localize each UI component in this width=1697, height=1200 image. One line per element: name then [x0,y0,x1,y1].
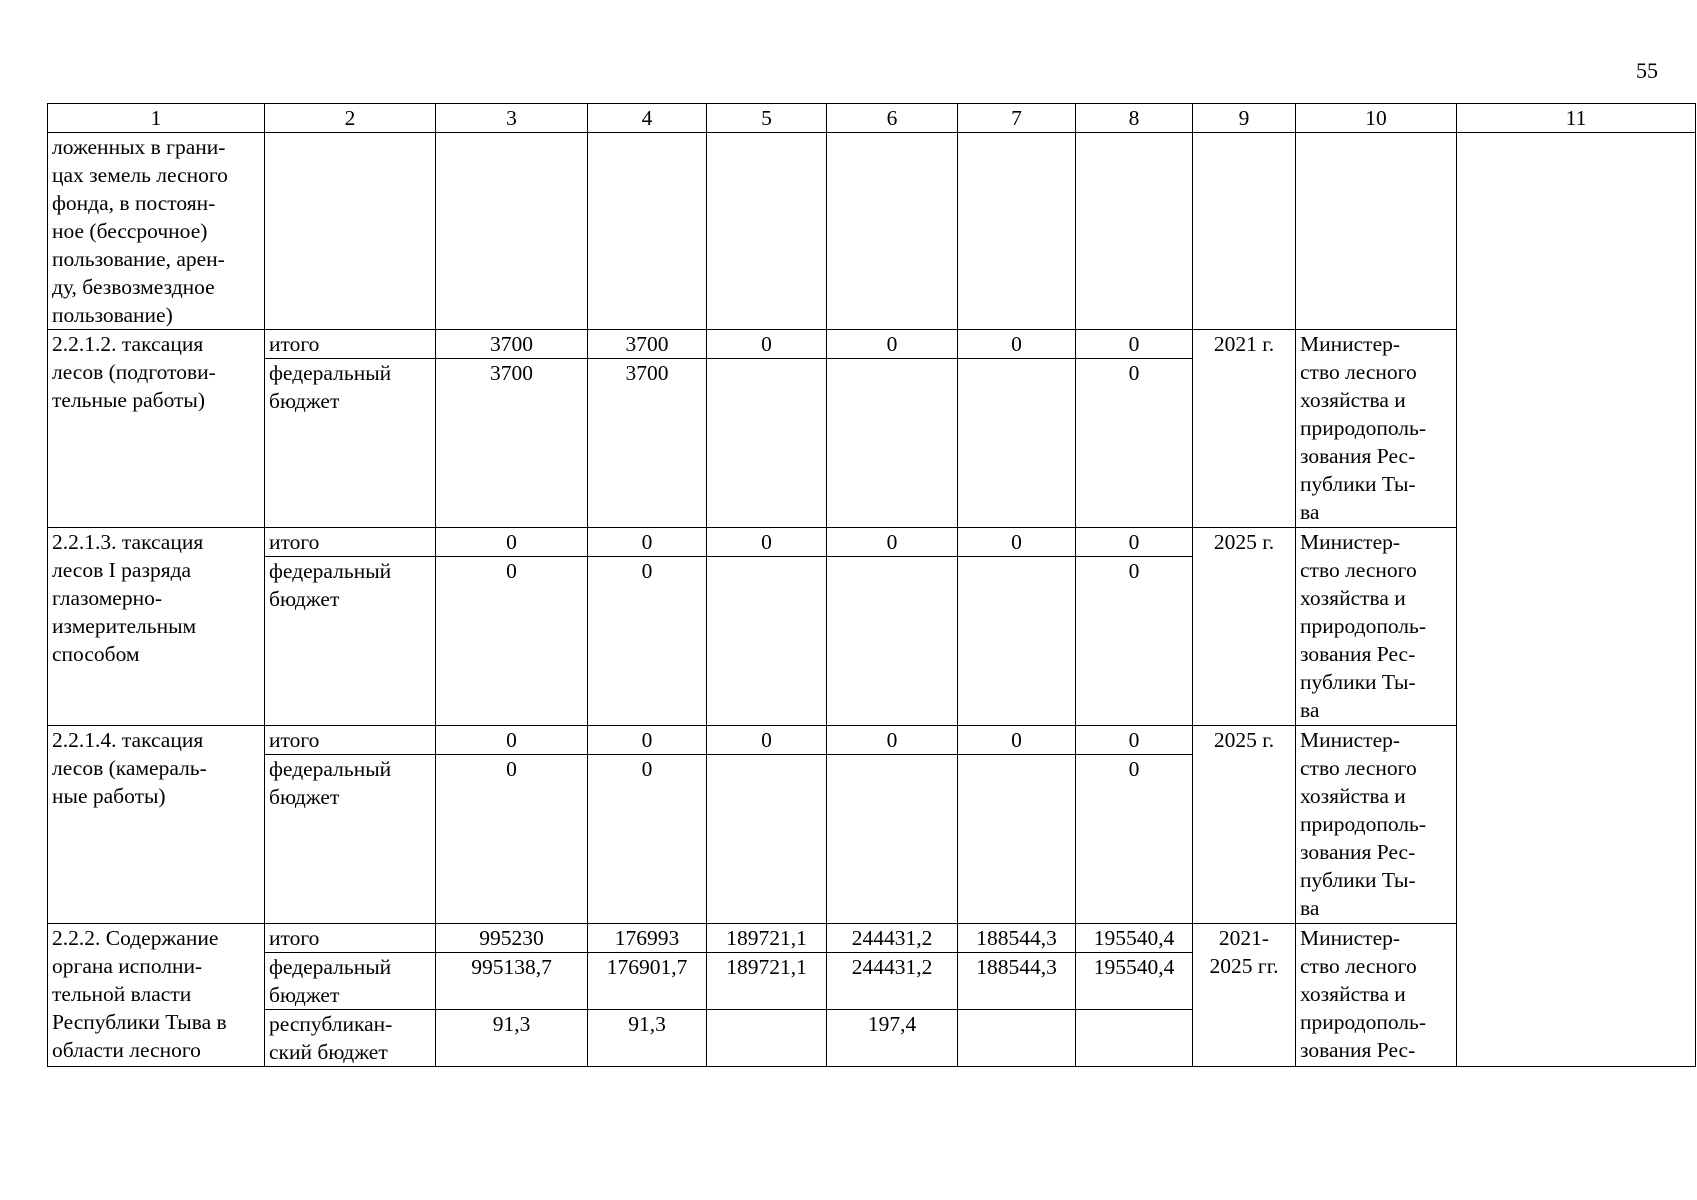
value-cell: 0 [1076,755,1193,924]
header-col-2: 2 [265,104,436,133]
funding-label: итого [265,924,436,953]
value-cell: 0 [1076,726,1193,755]
value-cell [1076,1010,1193,1067]
value-cell: 0 [707,726,827,755]
value-cell: 195540,4 [1076,924,1193,953]
period-cell: 2025 г. [1193,726,1296,924]
value-cell: 0 [707,330,827,359]
value-cell [707,755,827,924]
value-cell: 244431,2 [827,924,958,953]
value-cell: 0 [1076,557,1193,726]
period-cell: 2021- 2025 гг. [1193,924,1296,1067]
column-number-header [48,104,1696,133]
value-cell: 0 [436,726,588,755]
executor-cell: Министер- ство лесного хозяйства и природополь- зования Рес- публики Ты- ва [1296,330,1457,528]
value-cell: 3700 [436,330,588,359]
value-cell: 195540,4 [1076,953,1193,1010]
value-cell [958,557,1076,726]
value-cell [827,755,958,924]
value-cell: 0 [588,726,707,755]
header-col-11: 11 [1457,104,1696,133]
value-cell: 189721,1 [707,953,827,1010]
value-cell: 0 [1076,330,1193,359]
value-cell: 0 [436,528,588,557]
header-col-5: 5 [707,104,827,133]
value-cell: 0 [436,755,588,924]
header-col-1: 1 [48,104,265,133]
table-row [48,726,1696,755]
value-cell [707,557,827,726]
funding-label: федеральный бюджет [265,755,436,924]
table-row [48,330,1696,359]
value-cell: 0 [827,528,958,557]
period-cell: 2021 г. [1193,330,1296,528]
funding-label: федеральный бюджет [265,557,436,726]
value-cell: 188544,3 [958,924,1076,953]
value-cell [827,557,958,726]
value-cell: 189721,1 [707,924,827,953]
value-cell: 176993 [588,924,707,953]
funding-label: республикан- ский бюджет [265,1010,436,1067]
table-row [48,924,1696,953]
value-cell: 0 [588,755,707,924]
value-cell: 0 [588,528,707,557]
funding-label: федеральный бюджет [265,359,436,528]
value-cell [827,359,958,528]
executor-cell: Министер- ство лесного хозяйства и природополь- зования Рес- публики Ты- ва [1296,528,1457,726]
value-cell [958,1010,1076,1067]
value-cell: 3700 [588,359,707,528]
value-cell: 0 [958,330,1076,359]
value-cell: 197,4 [827,1010,958,1067]
value-cell [958,755,1076,924]
funding-label: итого [265,528,436,557]
activity-name: 2.2.1.3. таксация лесов I разряда глазомерно- измерительным способом [48,528,265,726]
value-cell: 91,3 [588,1010,707,1067]
continuation-text: ложенных в грани- цах земель лесного фонда, в постоян- ное (бессрочное) пользование, арен- ду, безвозмездное пользование) [48,133,265,330]
value-cell: 0 [707,528,827,557]
value-cell: 0 [958,726,1076,755]
value-cell: 0 [1076,528,1193,557]
budget-table [47,103,1696,1067]
header-col-6: 6 [827,104,958,133]
executor-cell: Министер- ство лесного хозяйства и природополь- зования Рес- публики Ты- ва [1296,726,1457,924]
value-cell: 0 [1076,359,1193,528]
value-cell: 995230 [436,924,588,953]
value-cell: 0 [958,528,1076,557]
value-cell: 0 [827,330,958,359]
funding-label: итого [265,330,436,359]
activity-name: 2.2.2. Содержание органа исполни- тельной власти Республики Тыва в области лесного [48,924,265,1067]
value-cell: 91,3 [436,1010,588,1067]
executor-cell: Министер- ство лесного хозяйства и природополь- зования Рес- [1296,924,1457,1067]
value-cell: 188544,3 [958,953,1076,1010]
period-cell: 2025 г. [1193,528,1296,726]
value-cell: 3700 [588,330,707,359]
funding-label: федеральный бюджет [265,953,436,1010]
value-cell [707,359,827,528]
value-cell [958,359,1076,528]
header-col-8: 8 [1076,104,1193,133]
header-col-10: 10 [1296,104,1457,133]
header-col-3: 3 [436,104,588,133]
page-number: 55 [1636,58,1658,83]
value-cell: 995138,7 [436,953,588,1010]
activity-name: 2.2.1.4. таксация лесов (камераль- ные работы) [48,726,265,924]
header-col-7: 7 [958,104,1076,133]
table-row [48,528,1696,557]
value-cell: 0 [827,726,958,755]
activity-name: 2.2.1.2. таксация лесов (подготови- тельные работы) [48,330,265,528]
value-cell: 3700 [436,359,588,528]
value-cell: 0 [436,557,588,726]
value-cell: 0 [588,557,707,726]
value-cell [707,1010,827,1067]
value-cell: 244431,2 [827,953,958,1010]
column-11-cell [1457,133,1696,1067]
value-cell: 176901,7 [588,953,707,1010]
header-col-9: 9 [1193,104,1296,133]
header-col-4: 4 [588,104,707,133]
funding-label: итого [265,726,436,755]
table-row [48,133,1696,330]
